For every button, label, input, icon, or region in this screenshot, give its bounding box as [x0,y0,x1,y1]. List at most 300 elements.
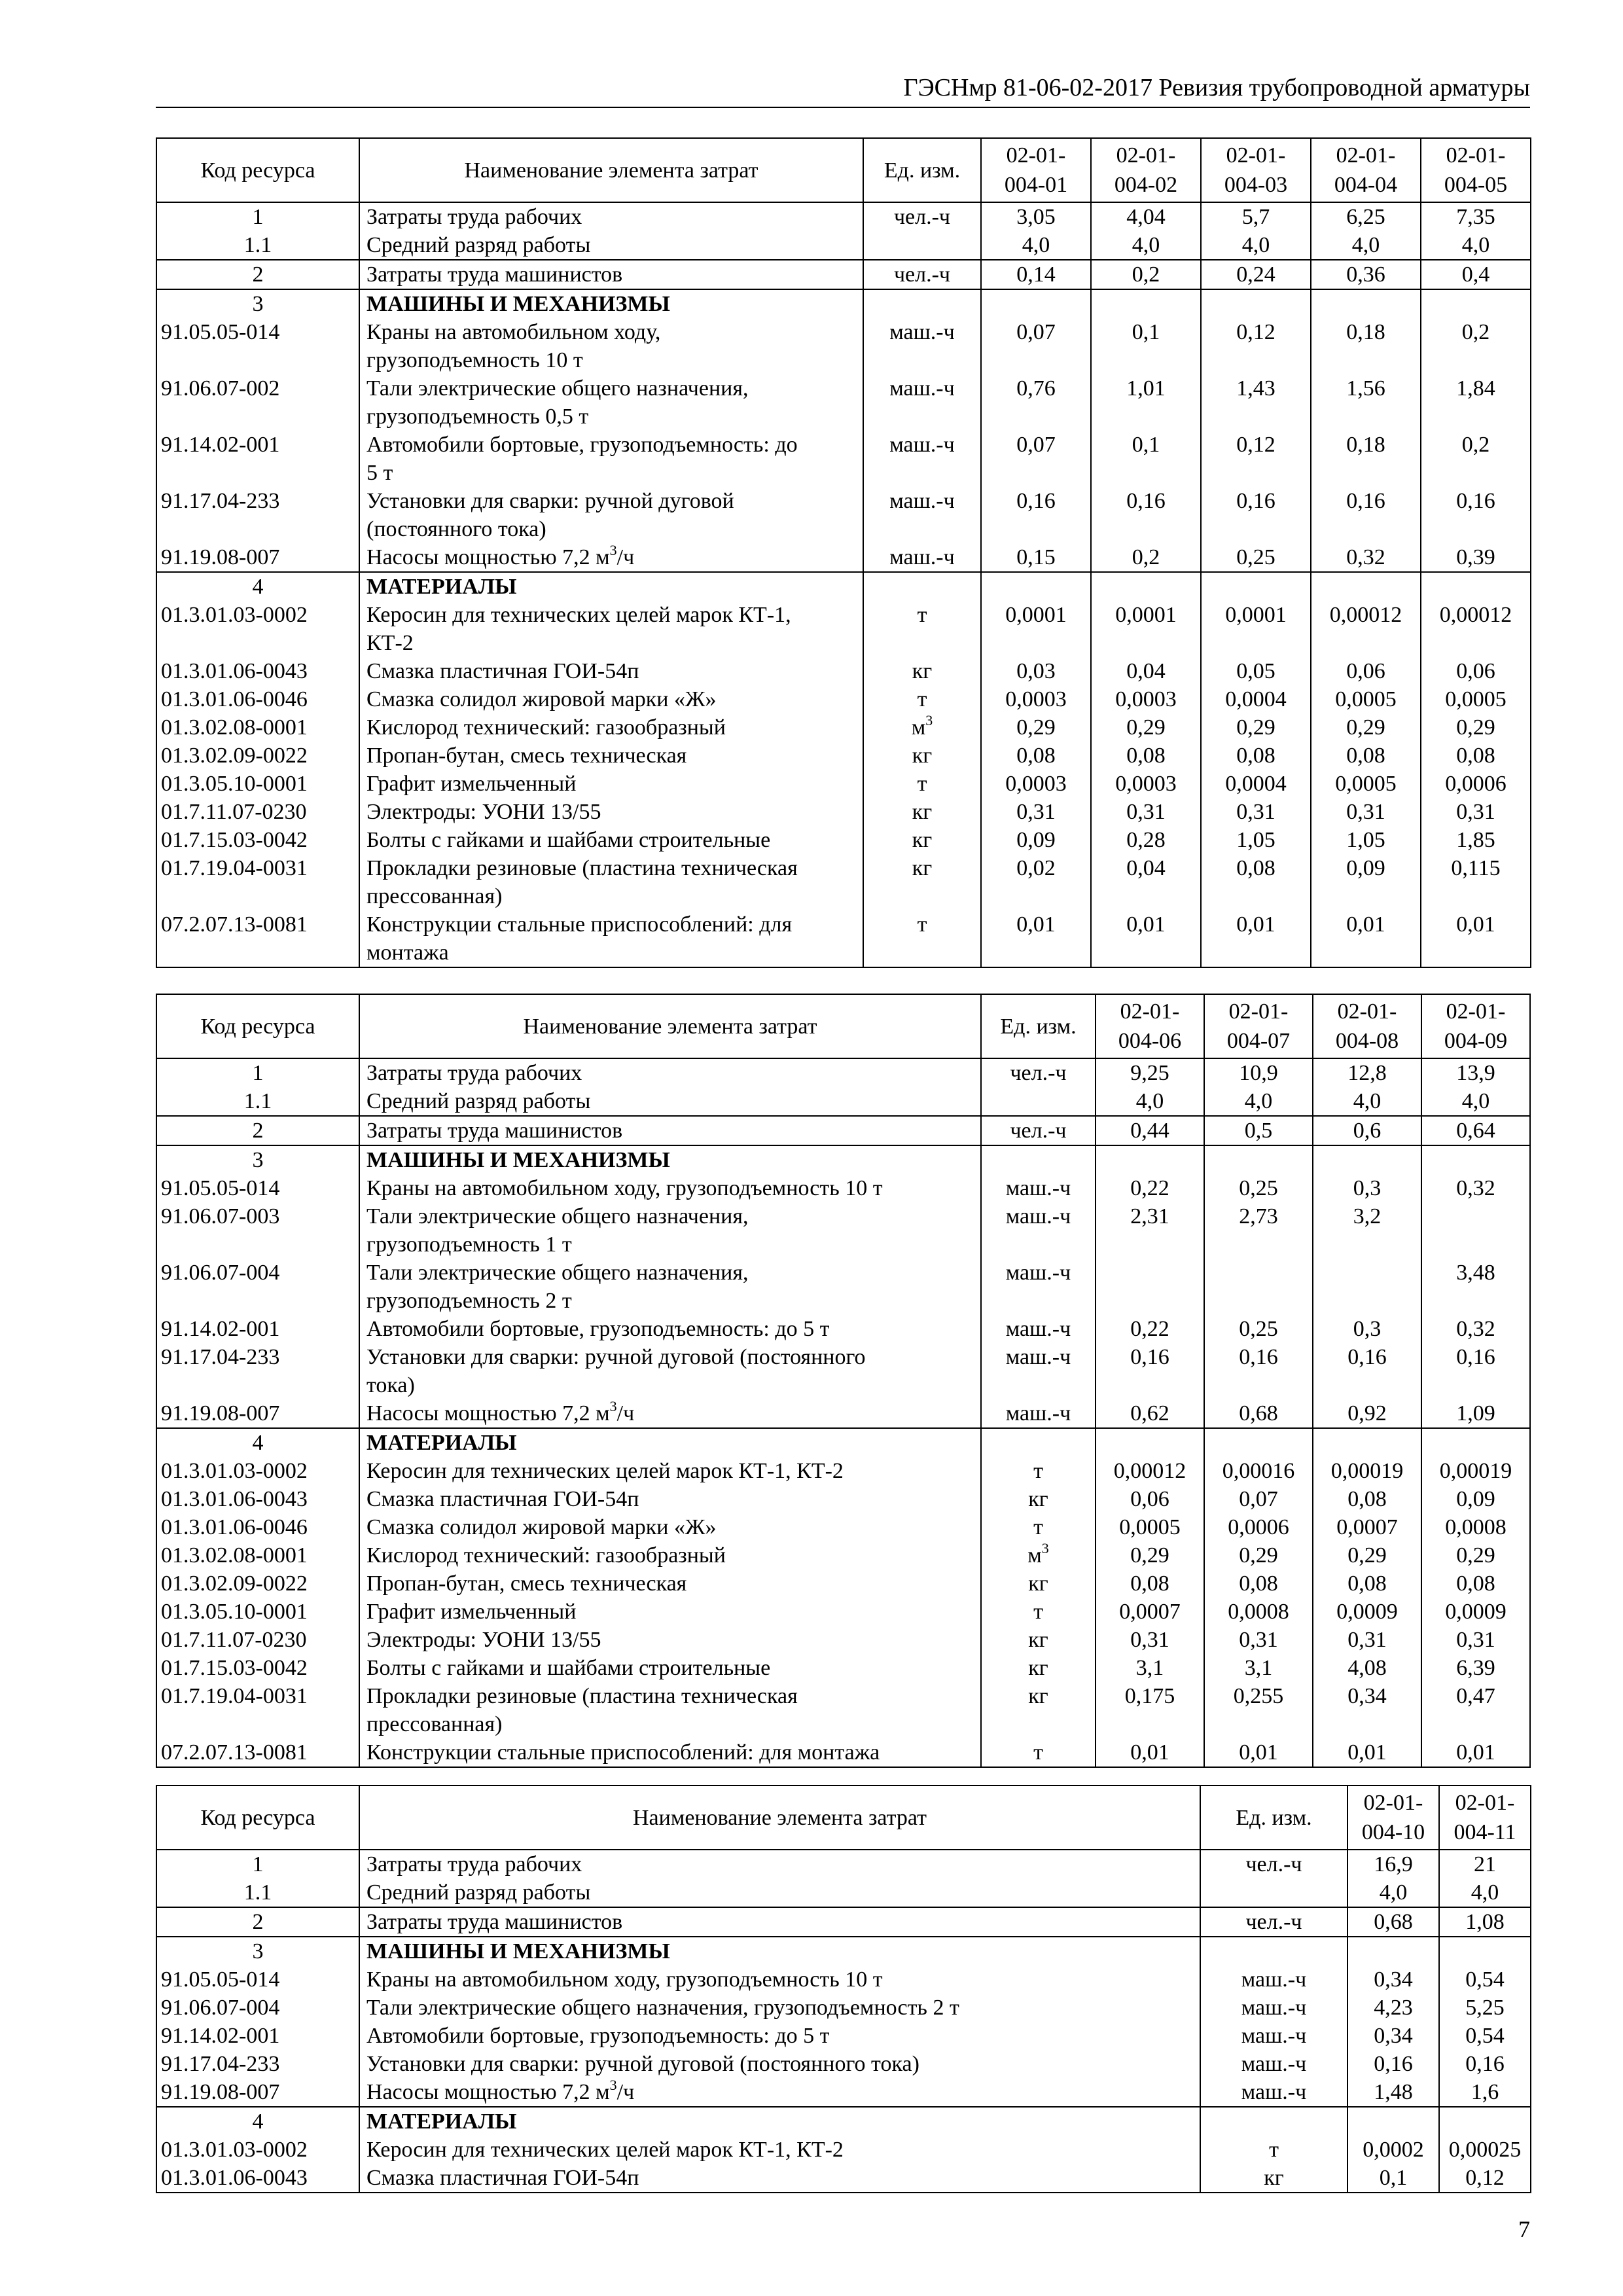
unit-of-measure: чел.-ч [863,260,981,289]
norm-value [1311,289,1421,318]
unit-of-measure: маш.-ч [1200,1965,1347,1994]
col-header-norm: 02-01- 004-03 [1201,138,1311,202]
unit-of-measure: маш.-ч [981,1174,1096,1202]
norm-value: 10,9 [1204,1058,1313,1087]
table-row [156,260,1531,289]
norm-value: 0,54 [1439,2022,1531,2050]
resource-name: МАТЕРИАЛЫ [359,2107,1200,2136]
norm-value: 0,16 [1313,1343,1421,1399]
resource-code: 01.7.19.04-0031 [156,854,359,910]
norm-value: 0,00025 [1439,2136,1531,2164]
table-row [156,1485,1530,1513]
norm-value: 0,00012 [1311,601,1421,657]
norm-value: 0,16 [1421,1343,1530,1399]
norm-value: 1,48 [1347,2078,1439,2107]
norm-value: 0,0001 [1201,601,1311,657]
col-header-code: Код ресурса [156,994,359,1058]
resource-name: Средний разряд работы [359,1087,981,1116]
resource-code: 91.14.02-001 [156,431,359,487]
norm-value: 0,29 [1421,713,1531,742]
col-header-norm: 02-01- 004-06 [1096,994,1204,1058]
row-group [156,260,1531,289]
resource-code: 91.17.04-233 [156,1343,359,1399]
norm-value: 0,24 [1201,260,1311,289]
norm-value [981,289,1091,318]
norm-value: 0,22 [1096,1315,1204,1343]
table-row [156,1878,1531,1907]
resource-name: Болты с гайками и шайбами строительные [359,826,863,854]
norm-value: 0,12 [1201,318,1311,374]
unit-of-measure: кг [863,798,981,826]
norm-value: 0,00012 [1421,601,1531,657]
col-header-unit: Ед. изм. [1200,1785,1347,1850]
norm-value: 0,31 [1091,798,1201,826]
norm-value: 1,84 [1421,374,1531,431]
norm-value: 0,64 [1421,1116,1530,1145]
norm-value: 0,29 [1311,713,1421,742]
norm-value: 0,18 [1311,431,1421,487]
table-row [156,1907,1531,1937]
resource-name: Смазка пластичная ГОИ-54п [359,657,863,685]
section-row [156,1428,1530,1457]
resource-code: 01.3.02.08-0001 [156,1541,359,1570]
norm-value: 0,0002 [1347,2136,1439,2164]
norm-value: 0,5 [1204,1116,1313,1145]
norm-value: 5,25 [1439,1994,1531,2022]
norm-value: 0,31 [981,798,1091,826]
unit-of-measure: кг [981,1626,1096,1654]
unit-of-measure: маш.-ч [1200,2050,1347,2078]
resource-code: 1 [156,202,359,231]
norm-value: 0,0004 [1201,770,1311,798]
unit-of-measure: маш.-ч [863,318,981,374]
norm-value: 0,16 [1347,2050,1439,2078]
resource-code: 4 [156,572,359,601]
resource-name: Краны на автомобильном ходу, грузоподъемность 10 т [359,318,863,374]
unit-of-measure: кг [981,1570,1096,1598]
table-row [156,374,1531,431]
resource-name: Прокладки резиновые (пластина техническая прессованная) [359,854,863,910]
unit-of-measure: маш.-ч [981,1315,1096,1343]
resource-code: 91.14.02-001 [156,2022,359,2050]
resource-name: Средний разряд работы [359,231,863,260]
table-row [156,487,1531,543]
norm-value: 0,00016 [1204,1457,1313,1485]
table-row [156,1457,1530,1485]
resource-name: МАШИНЫ И МЕХАНИЗМЫ [359,289,863,318]
unit-of-measure [981,1087,1096,1116]
norm-value: 0,01 [1096,1738,1204,1767]
norm-value: 0,08 [1201,742,1311,770]
resource-code: 91.17.04-233 [156,2050,359,2078]
row-group [156,1116,1530,1145]
norm-value: 0,06 [1421,657,1531,685]
row-group [156,1058,1530,1116]
norm-value: 0,29 [1204,1541,1313,1570]
norm-value: 0,05 [1201,657,1311,685]
norm-value: 0,09 [1311,854,1421,910]
row-group [156,572,1531,967]
norm-value: 1,08 [1439,1907,1531,1937]
norm-value [1313,1145,1421,1174]
norm-value [1311,572,1421,601]
col-header-name: Наименование элемента затрат [359,994,981,1058]
norm-value: 0,00012 [1096,1457,1204,1485]
resource-name: Автомобили бортовые, грузоподъемность: до 5 т [359,1315,981,1343]
norm-value: 0,01 [1421,910,1531,967]
norm-value: 6,25 [1311,202,1421,231]
resource-code: 2 [156,1907,359,1937]
table-row [156,2136,1531,2164]
unit-of-measure [863,289,981,318]
norm-value: 0,0005 [1311,685,1421,713]
norm-value: 0,0005 [1311,770,1421,798]
norm-value: 0,28 [1091,826,1201,854]
norm-value: 0,04 [1091,854,1201,910]
resource-name: Смазка солидол жировой марки «Ж» [359,1513,981,1541]
norm-value: 0,08 [1313,1570,1421,1598]
col-header-norm: 02-01- 004-10 [1347,1785,1439,1850]
norm-value: 0,29 [1201,713,1311,742]
norm-value: 0,31 [1421,798,1531,826]
resource-name: МАТЕРИАЛЫ [359,1428,981,1457]
norm-value: 0,1 [1091,431,1201,487]
resource-name: Электроды: УОНИ 13/55 [359,798,863,826]
norm-value [1091,289,1201,318]
table-row [156,318,1531,374]
norm-value: 0,44 [1096,1116,1204,1145]
unit-of-measure: кг [863,854,981,910]
norm-value: 0,31 [1421,1626,1530,1654]
norm-value: 0,12 [1439,2164,1531,2193]
norm-value: 1,05 [1201,826,1311,854]
table-row [156,1965,1531,1994]
norm-value: 0,14 [981,260,1091,289]
norm-value: 0,01 [1311,910,1421,967]
norm-value: 0,25 [1204,1315,1313,1343]
col-header-norm: 02-01- 004-02 [1091,138,1201,202]
norm-value: 0,0003 [1091,685,1201,713]
unit-of-measure: чел.-ч [863,202,981,231]
resource-name: Средний разряд работы [359,1878,1200,1907]
unit-of-measure: маш.-ч [981,1259,1096,1315]
resource-name: МАШИНЫ И МЕХАНИЗМЫ [359,1937,1200,1965]
resource-code: 07.2.07.13-0081 [156,1738,359,1767]
norm-value: 0,3 [1313,1174,1421,1202]
resource-code: 4 [156,1428,359,1457]
norm-value: 0,31 [1313,1626,1421,1654]
resource-code: 91.05.05-014 [156,1174,359,1202]
resource-name: Затраты труда машинистов [359,1116,981,1145]
norm-value: 0,08 [1421,742,1531,770]
norm-value: 16,9 [1347,1850,1439,1878]
norm-table-2 [156,994,1531,1768]
resource-code: 4 [156,2107,359,2136]
resource-code: 91.19.08-007 [156,543,359,572]
norm-table-3 [156,1785,1531,2193]
norm-value: 2,31 [1096,1202,1204,1259]
norm-value: 9,25 [1096,1058,1204,1087]
resource-name: Насосы мощностью 7,2 $м^3/ч$ [359,1399,981,1428]
unit-of-measure: т [863,601,981,657]
norm-value: 0,32 [1421,1315,1530,1343]
norm-value: 0,29 [1091,713,1201,742]
col-header-name: Наименование элемента затрат [359,138,863,202]
table-row [156,431,1531,487]
norm-value: 4,0 [1311,231,1421,260]
norm-value: 1,09 [1421,1399,1530,1428]
norm-value: 12,8 [1313,1058,1421,1087]
resource-name: Керосин для технических целей марок КТ-1, КТ-2 [359,601,863,657]
norm-value: 0,02 [981,854,1091,910]
norm-value [1201,289,1311,318]
norm-value [1096,1145,1204,1174]
norm-value: 0,25 [1201,543,1311,572]
norm-value: 0,09 [981,826,1091,854]
resource-code: 91.19.08-007 [156,2078,359,2107]
norm-value: 0,3 [1313,1315,1421,1343]
table-row [156,1087,1530,1116]
norm-value: 0,16 [1091,487,1201,543]
norm-value: 0,16 [1311,487,1421,543]
norm-value: 0,0003 [981,770,1091,798]
norm-value: 0,0001 [981,601,1091,657]
unit-of-measure [981,1428,1096,1457]
unit-of-measure [981,1145,1096,1174]
norm-value: 3,05 [981,202,1091,231]
norm-value: 4,04 [1091,202,1201,231]
col-header-norm: 02-01- 004-05 [1421,138,1531,202]
norm-value: 0,2 [1091,543,1201,572]
document-header-title: ГЭСНмр 81-06-02-2017 Ревизия трубопроводной арматуры [903,74,1530,101]
norm-value: 0,62 [1096,1399,1204,1428]
norm-value: 1,6 [1439,2078,1531,2107]
norm-value: 0,16 [1439,2050,1531,2078]
unit-of-measure: кг [1200,2164,1347,2193]
norm-value: 0,08 [981,742,1091,770]
norm-value [1204,1428,1313,1457]
norm-value: 0,34 [1313,1682,1421,1738]
unit-of-measure [1200,1878,1347,1907]
norm-value: 0,0006 [1421,770,1531,798]
table-row [156,1738,1530,1767]
norm-value: 0,08 [1201,854,1311,910]
norm-value: 0,34 [1347,2022,1439,2050]
table-row [156,1513,1530,1541]
resource-name: Тали электрические общего назначения, грузоподъемность 2 т [359,1259,981,1315]
norm-value [1096,1428,1204,1457]
resource-code: 01.3.01.06-0046 [156,1513,359,1541]
unit-of-measure: кг [981,1682,1096,1738]
norm-value: 0,29 [1096,1541,1204,1570]
norm-value: 1,85 [1421,826,1531,854]
unit-of-measure: маш.-ч [981,1202,1096,1259]
resource-name: Графит измельченный [359,770,863,798]
norm-value: 0,31 [1311,798,1421,826]
resource-code: 01.3.01.03-0002 [156,1457,359,1485]
resource-code: 01.7.11.07-0230 [156,798,359,826]
header-row [156,994,1530,1058]
norm-value: 0,08 [1313,1485,1421,1513]
resource-code: 01.3.05.10-0001 [156,1598,359,1626]
norm-value: 0,0001 [1091,601,1201,657]
norm-value: 0,115 [1421,854,1531,910]
norm-value [1421,1145,1530,1174]
resource-code: 2 [156,1116,359,1145]
resource-code: 91.06.07-003 [156,1202,359,1259]
unit-of-measure [863,572,981,601]
norm-value: 0,01 [1091,910,1201,967]
norm-value: 0,01 [981,910,1091,967]
table-row [156,1058,1530,1087]
table-row [156,1598,1530,1626]
norm-value: 4,23 [1347,1994,1439,2022]
resource-code: 01.7.15.03-0042 [156,826,359,854]
norm-value: 0,09 [1421,1485,1530,1513]
norm-value [1347,1937,1439,1965]
resource-code: 01.7.11.07-0230 [156,1626,359,1654]
norm-value: 0,15 [981,543,1091,572]
resource-name: Затраты труда машинистов [359,260,863,289]
unit-of-measure: маш.-ч [981,1343,1096,1399]
norm-value: 0,18 [1311,318,1421,374]
col-header-norm: 02-01- 004-07 [1204,994,1313,1058]
norm-value: 0,2 [1421,431,1531,487]
norm-value: 0,22 [1096,1174,1204,1202]
resource-code: 01.3.02.09-0022 [156,742,359,770]
table-row [156,543,1531,572]
resource-code: 07.2.07.13-0081 [156,910,359,967]
norm-value: 3,1 [1204,1654,1313,1682]
resource-name: Смазка пластичная ГОИ-54п [359,2164,1200,2193]
section-row [156,289,1531,318]
norm-value: 0,175 [1096,1682,1204,1738]
table-row [156,2164,1531,2193]
unit-of-measure: чел.-ч [1200,1850,1347,1878]
unit-of-measure: т [863,685,981,713]
table-row [156,1682,1530,1738]
unit-of-measure: т [981,1598,1096,1626]
unit-of-measure: маш.-ч [1200,1994,1347,2022]
table-row [156,1850,1531,1878]
norm-value: 0,32 [1421,1174,1530,1202]
resource-code: 1.1 [156,231,359,260]
norm-value: 0,1 [1091,318,1201,374]
norm-value: 0,16 [1096,1343,1204,1399]
resource-name: Смазка солидол жировой марки «Ж» [359,685,863,713]
norm-value: 0,31 [1096,1626,1204,1654]
norm-value: 0,07 [981,431,1091,487]
table-row [156,1315,1530,1343]
row-group [156,2107,1531,2193]
norm-value: 3,48 [1421,1259,1530,1315]
table-row [156,1343,1530,1399]
resource-code: 91.06.07-004 [156,1994,359,2022]
resource-code: 01.3.01.03-0002 [156,601,359,657]
unit-of-measure: кг [863,826,981,854]
section-row [156,1937,1531,1965]
table-row [156,1116,1530,1145]
norm-value: 0,31 [1204,1626,1313,1654]
resource-name: Графит измельченный [359,1598,981,1626]
norm-value: 4,0 [1096,1087,1204,1116]
header-row [156,1785,1531,1850]
norm-value: 0,16 [981,487,1091,543]
norm-value: 0,01 [1201,910,1311,967]
norm-value: 4,0 [1204,1087,1313,1116]
norm-value: 1,05 [1311,826,1421,854]
norm-value: 0,2 [1421,318,1531,374]
unit-of-measure: чел.-ч [1200,1907,1347,1937]
resource-code: 01.3.05.10-0001 [156,770,359,798]
norm-value [1421,1202,1530,1259]
norm-value: 0,0004 [1201,685,1311,713]
table-row [156,910,1531,967]
resource-code: 91.06.07-004 [156,1259,359,1315]
norm-value: 0,07 [1204,1485,1313,1513]
resource-name: Болты с гайками и шайбами строительные [359,1654,981,1682]
resource-code: 01.3.01.06-0043 [156,2164,359,2193]
section-row [156,2107,1531,2136]
norm-value: 0,06 [1311,657,1421,685]
table-row [156,1654,1530,1682]
resource-name: Установки для сварки: ручной дуговой (постоянного тока) [359,1343,981,1399]
norm-value: 3,2 [1313,1202,1421,1259]
resource-code: 01.3.01.06-0046 [156,685,359,713]
resource-code: 01.3.01.06-0043 [156,1485,359,1513]
norm-value: 0,92 [1313,1399,1421,1428]
row-group [156,289,1531,572]
unit-of-measure: т [981,1457,1096,1485]
unit-of-measure [1200,2107,1347,2136]
resource-name: Установки для сварки: ручной дуговой (постоянного тока) [359,2050,1200,2078]
norm-value: 0,0003 [981,685,1091,713]
norm-value: 0,08 [1311,742,1421,770]
norm-table-1 [156,137,1531,968]
table-row [156,202,1531,231]
norm-value: 0,36 [1311,260,1421,289]
resource-code: 01.7.15.03-0042 [156,1654,359,1682]
col-header-norm: 02-01- 004-11 [1439,1785,1531,1850]
resource-code: 91.19.08-007 [156,1399,359,1428]
table-row [156,1399,1530,1428]
norm-value: 0,08 [1204,1570,1313,1598]
resource-name: Тали электрические общего назначения, грузоподъемность 2 т [359,1994,1200,2022]
norm-value: 6,39 [1421,1654,1530,1682]
norm-value: 0,68 [1204,1399,1313,1428]
norm-value: 0,0009 [1421,1598,1530,1626]
unit-of-measure: т [863,770,981,798]
resource-name: Смазка пластичная ГОИ-54п [359,1485,981,1513]
resource-name: Керосин для технических целей марок КТ-1, КТ-2 [359,2136,1200,2164]
norm-value: 1,56 [1311,374,1421,431]
table-row [156,742,1531,770]
norm-value: 4,0 [1201,231,1311,260]
norm-value: 0,01 [1204,1738,1313,1767]
norm-value: 0,0005 [1096,1513,1204,1541]
norm-value: 0,68 [1347,1907,1439,1937]
norm-value: 3,1 [1096,1654,1204,1682]
table-row [156,601,1531,657]
table-row [156,1259,1530,1315]
norm-value: 4,0 [1439,1878,1531,1907]
norm-value: 0,31 [1201,798,1311,826]
resource-code: 1 [156,1058,359,1087]
norm-value: 0,34 [1347,1965,1439,1994]
resource-code: 01.3.01.03-0002 [156,2136,359,2164]
resource-code: 01.3.02.09-0022 [156,1570,359,1598]
row-group [156,1907,1531,1937]
